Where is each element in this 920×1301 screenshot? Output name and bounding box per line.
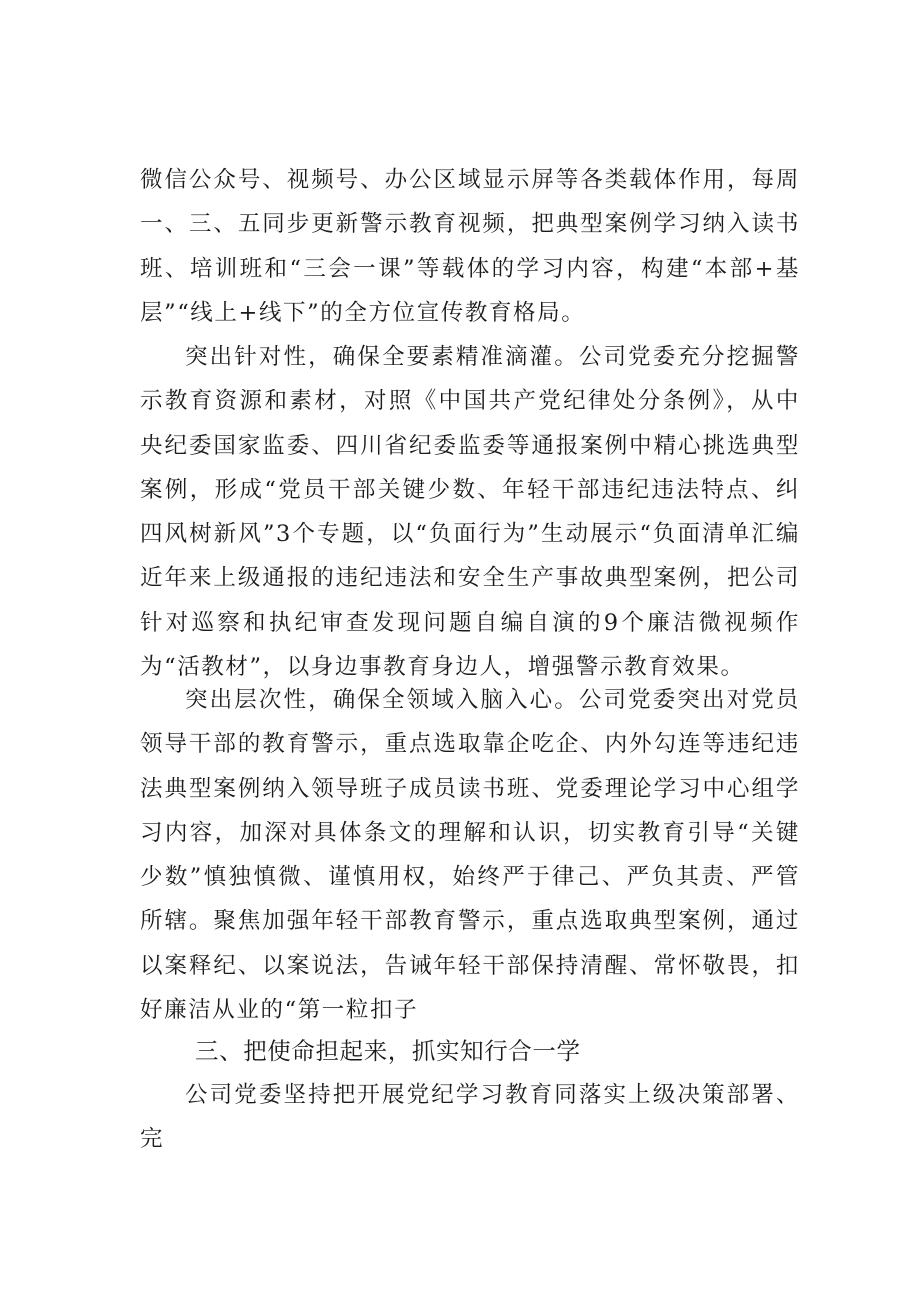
section-heading: 三、把使命担起来，抓实知行合一学 [195,1037,581,1065]
paragraph-text: 突出层次性，确保全领域入脑入心。公司党委突出对党员领导干部的教育警示，重点选取靠企吃企、内外勾连等违纪违法典型案例纳入领导班子成员读书班、党委理论学习中心组学习内容，加深对具体条文的理解和认识，切实教育引导“关键少数”慎独慎微、谨慎用权，始终严于律己、严负其责、严管所辖。聚焦加强年轻干部教育警示，重点选取典型案例，通过以案释纪、以案说法，告诫年轻干部保持清醒、常怀敬畏，扣好廉洁从业的“第一粒扣子 [140,687,800,1024]
paragraph-hierarchy [140,678,800,1032]
paragraph-text: 微信公众号、视频号、办公区域显示屏等各类载体作用，每周一、三、五同步更新警示教育视频，把典型案例学习纳入读书班、培训班和“三会一课”等载体的学习内容，构建“本部+基层”“线上+线下”的全方位宣传教育格局。 [140,167,800,326]
paragraph-text: 公司党委坚持把开展党纪学习教育同落实上级决策部署、完 [140,1082,800,1153]
paragraph-targeting [140,335,800,689]
paragraph-carriers [140,158,800,335]
paragraph-text: 突出针对性，确保全要素精准滴灌。公司党委充分挖掘警示教育资源和素材，对照《中国共产党纪律处分条例》，从中央纪委国家监委、四川省纪委监委等通报案例中精心挑选典型案例，形成“党员干部关键少数、年轻干部违纪违法特点、纠四风树新风”3个专题，以“负面行为”生动展示“负面清单汇编近年来上级通报的违纪违法和安全生产事故典型案例，把公司针对巡察和执纪审查发现问题自编自演的9个廉洁微视频作为“活教材”，以身边事教育身边人，增强警示教育效果。 [140,344,800,681]
paragraph-final [140,1073,800,1162]
